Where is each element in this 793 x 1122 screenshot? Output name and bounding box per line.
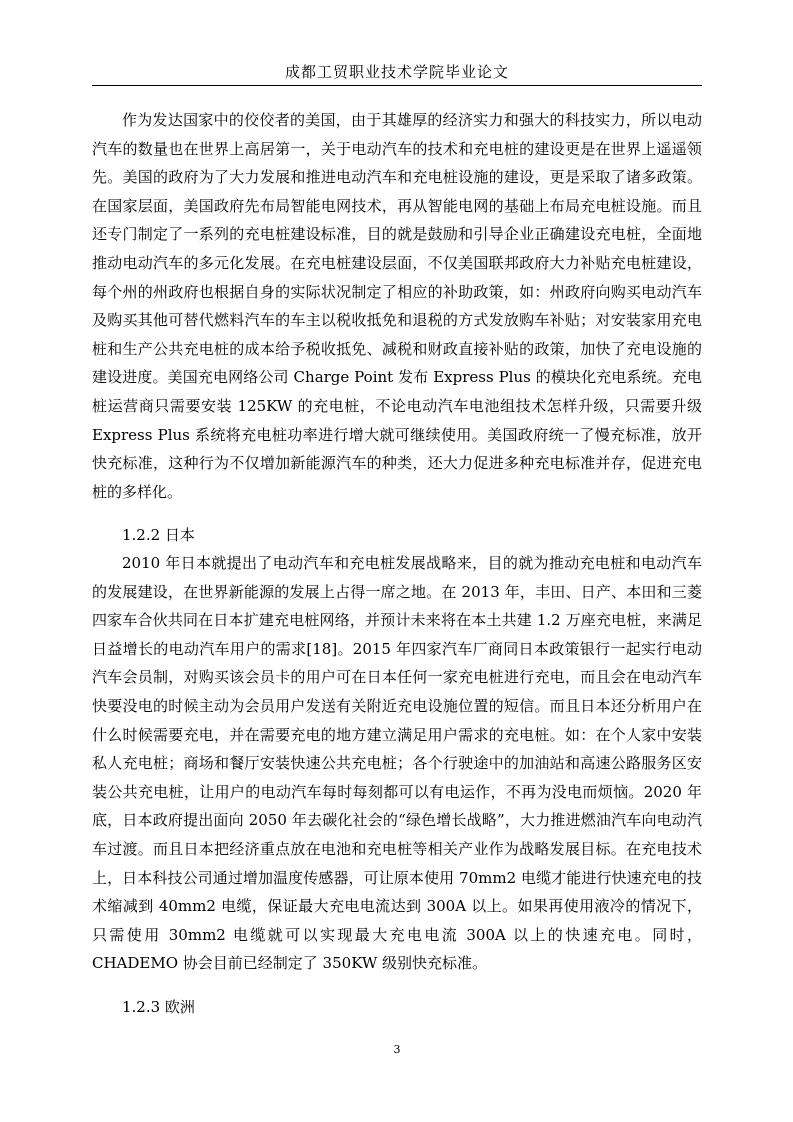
page-number: 3 — [393, 1043, 401, 1056]
section-heading-japan: 1.2.2 日本 — [122, 526, 195, 544]
japan-paragraph: 2010 年日本就提出了电动汽车和充电桩发展战略来，目的就为推动充电桩和电动汽车的发展建设，在世界新能源的发展上占得一席之地。在 2013 年，丰田、日产、本田和三菱四家车合伙共同在日本扩建充电桩网络，并预计未来将在本土共建 1.2 万座充电桩，来满足日益增长的电动汽车用户的需求[18]。2015 年四家汽车厂商同日本政策银行一起实行电动汽车会员制，对购买该会员卡的用户可在日本任何一家充电桩进行充电，而且会在电动汽车快要没电的时候主动为会员用户发送有关附近充电设施位置的短信。而且日本还分析用户在什么时候需要充电，并在需要充电的地方建立满足用户需求的充电桩。如：在个人家中安装私人充电桩；商场和餐厅安装快速公共充电桩；各个行驶途中的加油站和高速公路服务区安装公共充电桩，让用户的电动汽车每时每刻都可以有电运作，不再为没电而烦恼。2020 年底，日本政府提出面向 2050 年去碳化社会的“绿色增长战略”，大力推进燃油汽车向电动汽车过渡。而且日本把经济重点放在电池和充电桩等相关产业作为战略发展目标。在充电技术上，日本科技公司通过增加温度传感器，可让原本使用 70mm2 电缆才能进行快速充电的技术缩减到 40mm2 电缆，保证最大充电电流达到 300A 以上。如果再使用液冷的情况下，只需使用 30mm2 电缆就可以实现最大充电电流 300A 以上的快速充电。同时，CHADEMO 协会目前已经制定了 350KW 级别快充标准。 — [92, 554, 702, 973]
section-heading-europe: 1.2.3 欧洲 — [122, 998, 195, 1016]
header-divider — [92, 85, 702, 86]
page-header-title: 成都工贸职业技术学院毕业论文 — [284, 63, 509, 81]
usa-paragraph: 作为发达国家中的佼佼者的美国，由于其雄厚的经济实力和强大的科技实力，所以电动汽车的数量也在世界上高居第一，关于电动汽车的技术和充电桩的建设更是在世界上遥遥领先。美国的政府为了大力发展和推进电动汽车和充电桩设施的建设，更是采取了诸多政策。在国家层面，美国政府先布局智能电网技术，再从智能电网的基础上布局充电桩设施。而且还专门制定了一系列的充电桩建设标准，目的就是鼓励和引导企业正确建设充电桩，全面地推动电动汽车的多元化发展。在充电桩建设层面，不仅美国联邦政府大力补贴充电桩建设，每个州的州政府也根据自身的实际状况制定了相应的补助政策，如：州政府向购买电动汽车及购买其他可替代燃料汽车的车主以税收抵免和退税的方式发放购车补贴；对安装家用充电桩和生产公共充电桩的成本给予税收抵免、减税和财政直接补贴的政策，加快了充电设施的建设进度。美国充电网络公司 Charge Point 发布 Express Plus 的模块化充电系统。充电桩运营商只需要安装 125KW 的充电桩，不论电动汽车电池组技术怎样升级，只需要升级 Express Plus 系统将充电桩功率进行增大就可继续使用。美国政府统一了慢充标准，放开快充标准，这种行为不仅增加新能源汽车的种类，还大力促进多种充电标准并存，促进充电桩的多样化。 — [92, 111, 702, 501]
